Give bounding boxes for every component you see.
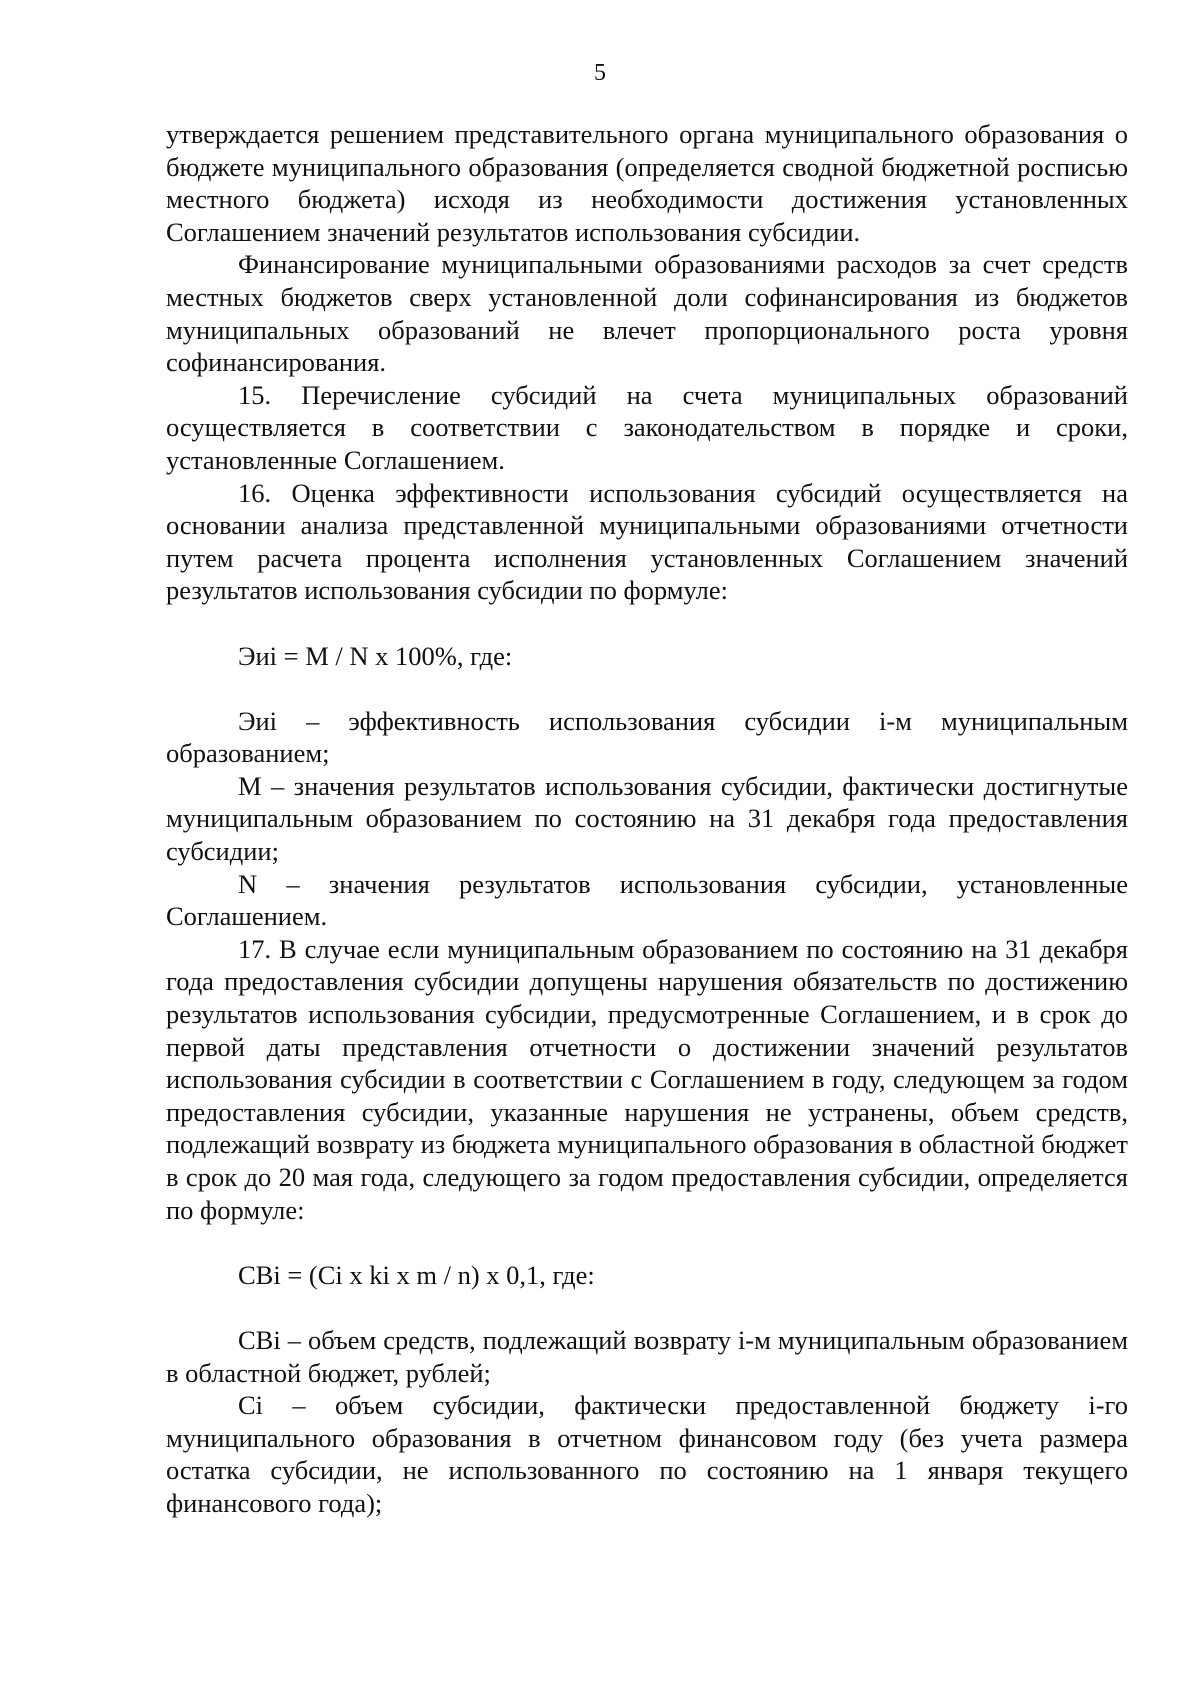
definition-n: N – значения результатов использования субсидии, установленные Соглашением. — [166, 868, 1128, 932]
spacer — [166, 1291, 1128, 1324]
definition-m: M – значения результатов использования субсидии, фактически достигнутые муниципальным образованием по состоянию на 31 декабря года предоставления субсидии; — [166, 770, 1128, 867]
paragraph-item-15: 15. Перечисление субсидий на счета муниципальных образований осуществляется в соответствии с законодательством в порядке и сроки, установленные Соглашением. — [166, 379, 1128, 475]
formula-return-amount: CBi = (Ci x ki x m / n) x 0,1, где: — [238, 1259, 595, 1290]
document-body — [166, 118, 1128, 1520]
paragraph-cofinancing: Финансирование муниципальными образованиями расходов за счет средств местных бюджетов сверх установленной доли софинансирования из бюджетов муниципальных образований не влечет пропорционального роста уровня софинансирования. — [166, 249, 1128, 378]
definition-ci: Ci – объем субсидии, фактически предоставленной бюджету i-го муниципального образования в отчетном финансовом году (без учета размера остатка субсидии, не использованного по состоянию на 1 января текущего финансового года); — [166, 1390, 1128, 1518]
paragraph-continuation: утверждается решением представительного органа муниципального образования о бюджете муниципального образования (определяется сводной бюджетной росписью местного бюджета) исходя из необходимости достижения установленных Соглашением значений результатов использования субсидии. — [166, 119, 1128, 247]
page-number: 5 — [594, 60, 606, 86]
formula-efficiency: Эиi = M / N x 100%, где: — [238, 640, 513, 671]
paragraph-item-16: 16. Оценка эффективности использования субсидий осуществляется на основании анализа представленной муниципальными образованиями отчетности путем расчета процента исполнения установленных Соглашением значений результатов использования субсидии по формуле: — [166, 477, 1128, 606]
definition-ei: Эиi – эффективность использования субсидии i-м муниципальным образованием; — [166, 705, 1128, 769]
spacer — [166, 672, 1128, 705]
spacer — [166, 607, 1128, 640]
spacer — [166, 1226, 1128, 1259]
definition-cbi: CBi – объем средств, подлежащий возврату i-м муниципальным образованием в областной бюджет, рублей; — [166, 1324, 1128, 1388]
paragraph-item-17: 17. В случае если муниципальным образованием по состоянию на 31 декабря года предоставления субсидии допущены нарушения обязательств по достижению результатов использования субсидии, предусмотренные Соглашением, и в срок до первой даты представления отчетности о достижении значений результатов использования субсидии в соответствии с Соглашением в году, следующем за годом предоставления субсидии, указанные нарушения не устранены, объем средств, подлежащий возврату из бюджета муниципального образования в областной бюджет в срок до 20 мая года, следующего за годом предоставления субсидии, определяется по формуле: — [166, 933, 1128, 1225]
